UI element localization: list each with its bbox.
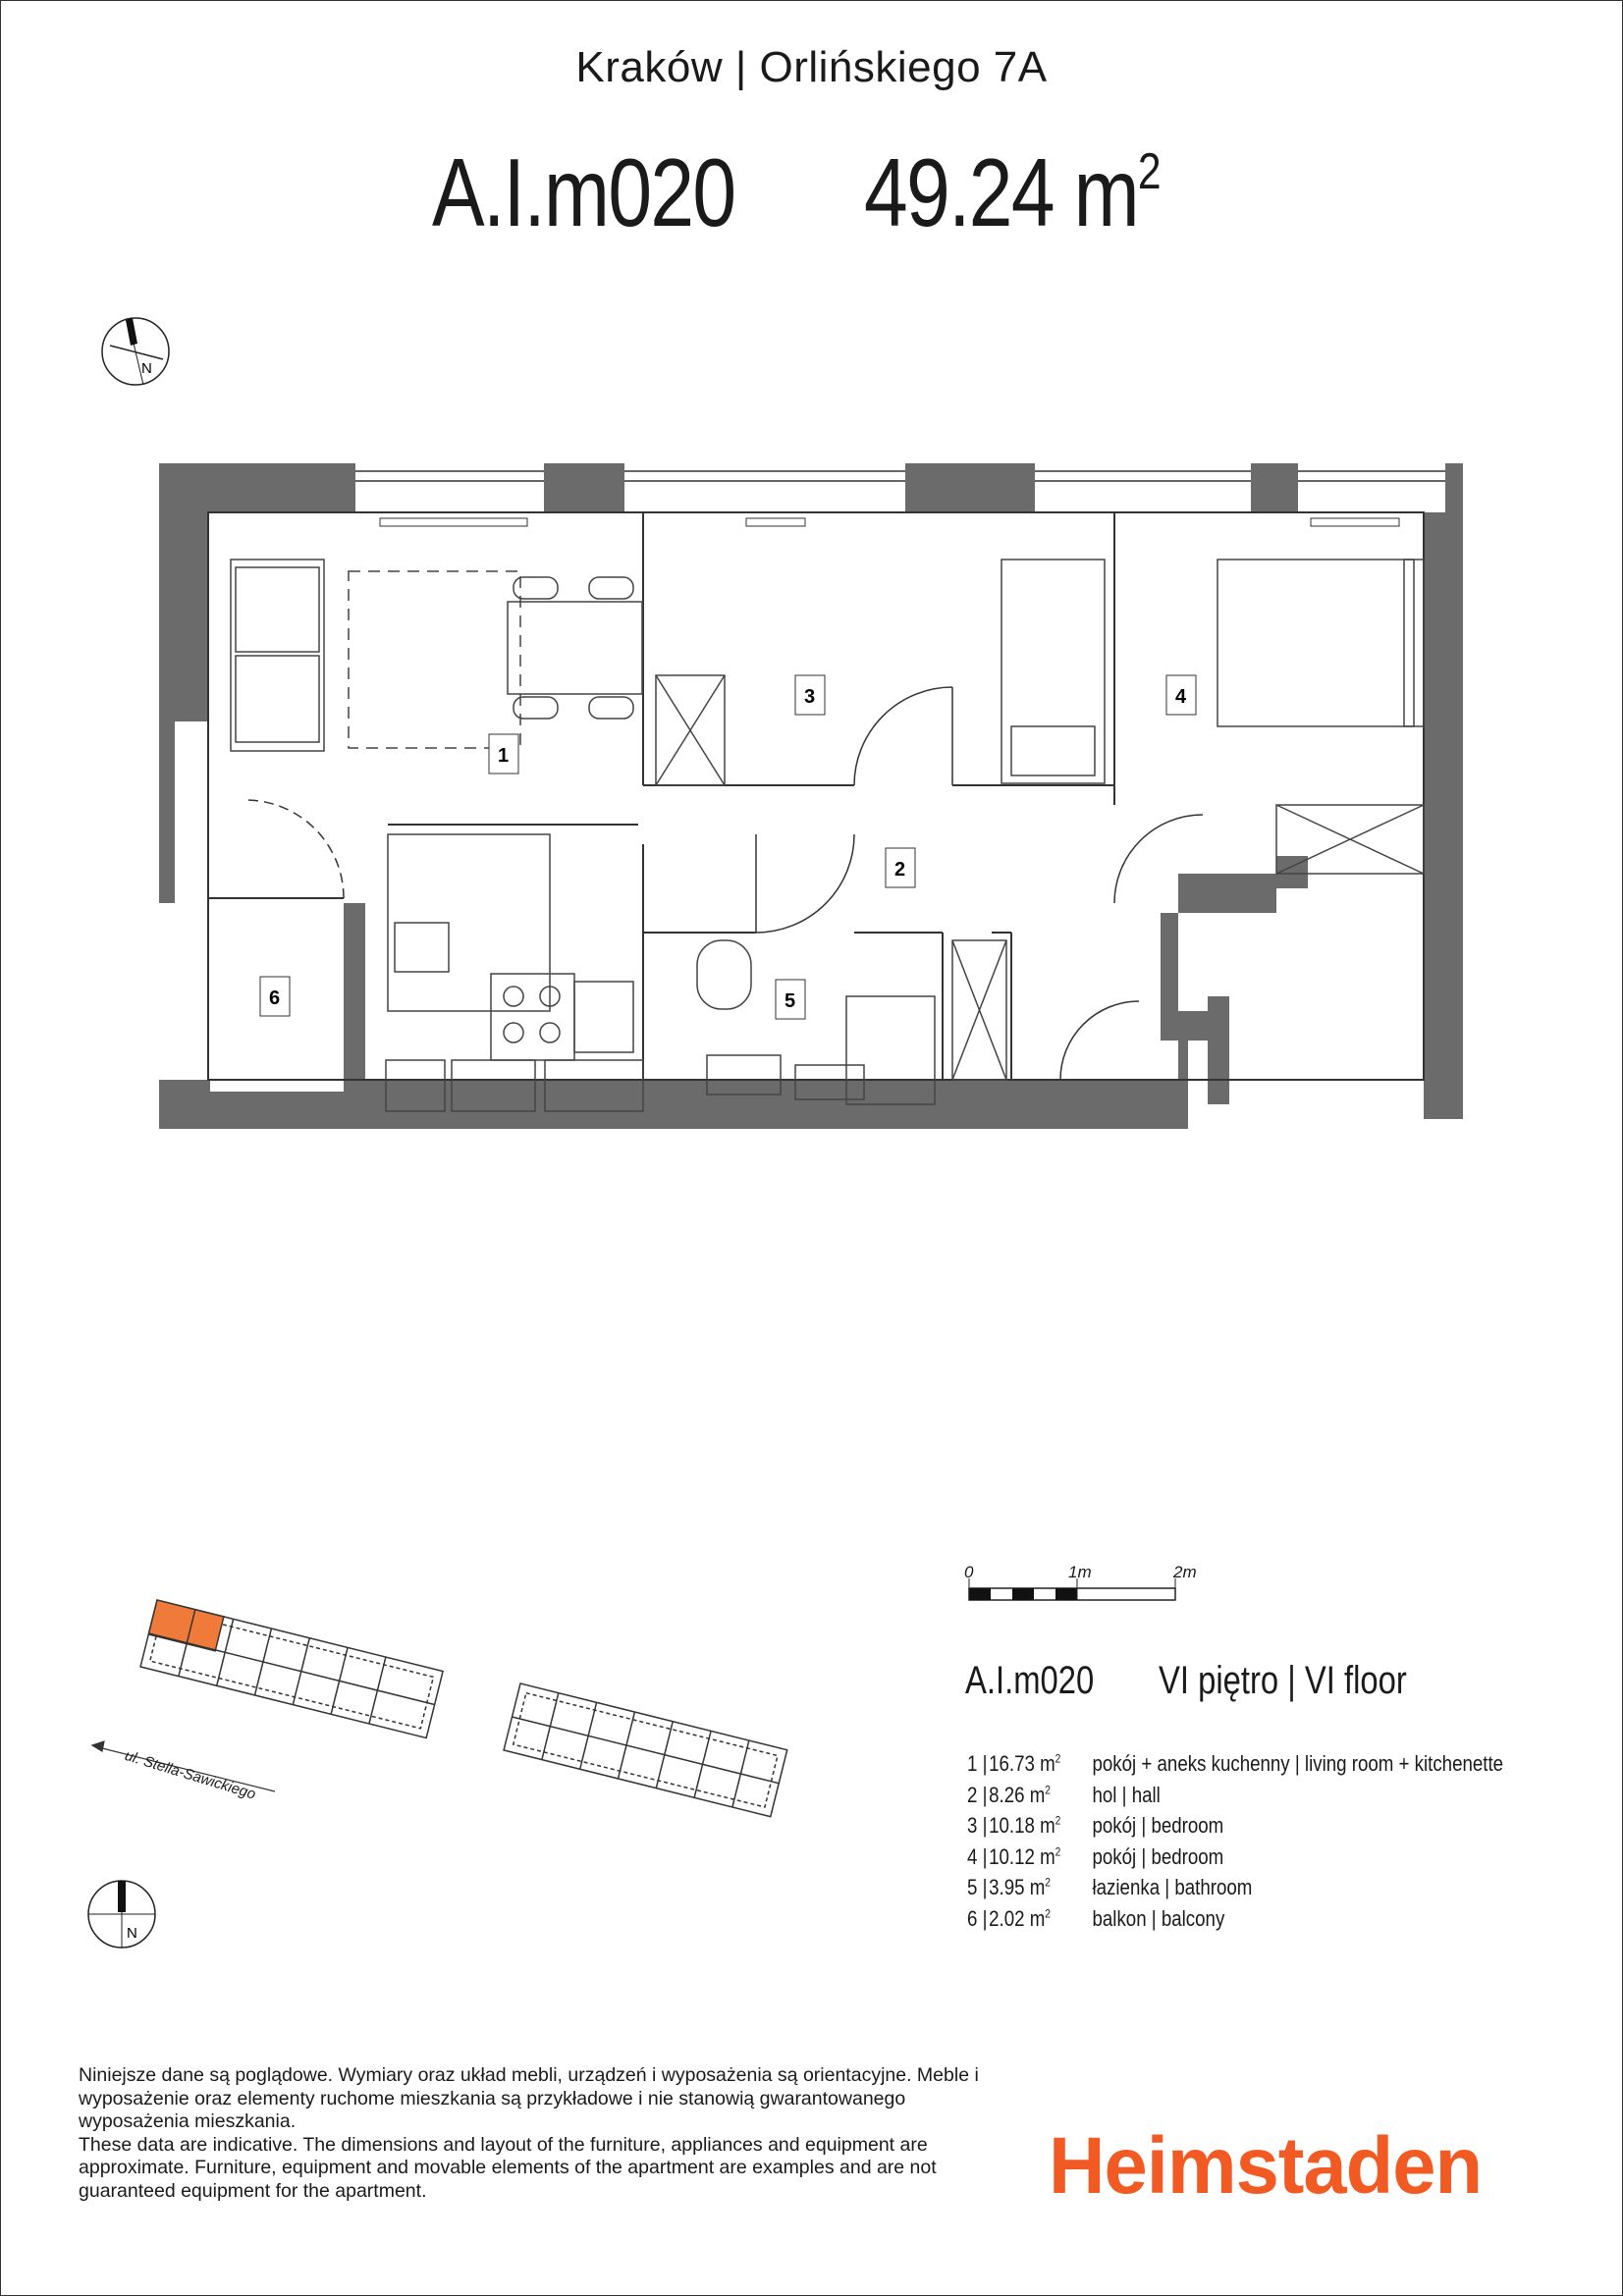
room-area: 10.12 $m^2$ — [989, 1843, 1061, 1869]
room-num: 6 | — [967, 1905, 988, 1931]
room-area: 16.73 $m^2$ — [989, 1751, 1061, 1776]
room-label-1: 1 — [498, 745, 510, 767]
walls — [159, 463, 1463, 1158]
unit-area — [864, 137, 1160, 248]
room-label-3: 3 — [804, 686, 816, 708]
disclaimer-en: These data are indicative. The dimensions and layout of the furniture, appliances and equipment are approximate. Furniture, equipment and movable elements of the apartment are examples and are not guaranteed equipment for the apartment. — [79, 2133, 937, 2202]
room-area: 3.95 $m^2$ — [989, 1875, 1051, 1899]
room-num: 3 | — [967, 1813, 988, 1838]
room-name: hol | hall — [1092, 1782, 1161, 1807]
room-name: balkon | balcony — [1092, 1905, 1225, 1931]
room-table — [967, 1751, 1503, 1937]
compass-bottom-icon — [82, 1875, 161, 1953]
unit-code: A.I.m020 — [432, 138, 735, 246]
scale-label-2m: 2m — [1173, 1563, 1197, 1581]
brand-logo: Heimstaden — [1049, 2121, 1483, 2211]
room-label-5: 5 — [784, 990, 796, 1012]
room-label-2: 2 — [894, 859, 906, 881]
room-label-6: 6 — [269, 988, 281, 1009]
room-row — [967, 1751, 1503, 1783]
room-area: 8.26 $m^2$ — [989, 1782, 1051, 1807]
disclaimer — [79, 2064, 1021, 2203]
room-num: 4 | — [967, 1843, 988, 1869]
room-area: 10.18 $m^2$ — [989, 1813, 1061, 1838]
site-plan — [79, 1580, 825, 1904]
room-name: pokój | bedroom — [1092, 1813, 1224, 1838]
compass-top-label: N — [141, 360, 152, 377]
room-num: 2 | — [967, 1782, 988, 1807]
unit-area-value: 49.24 m — [864, 138, 1138, 246]
floor-unit-code: A.I.m020 — [965, 1659, 1095, 1702]
room-row — [967, 1783, 1503, 1814]
furniture — [231, 560, 1424, 1111]
room-row — [967, 1906, 1503, 1938]
room-num: 1 | — [967, 1751, 988, 1776]
room-area: 2.02 $m^2$ — [989, 1905, 1051, 1931]
room-name: pokój + aneks kuchenny | living room + kitchenette — [1092, 1751, 1504, 1776]
room-row — [967, 1875, 1503, 1906]
room-name: pokój | bedroom — [1092, 1843, 1224, 1869]
interior-walls — [208, 512, 1424, 1080]
compass-top-icon — [96, 312, 175, 391]
room-row — [967, 1844, 1503, 1876]
compass-bottom-label: N — [127, 1925, 137, 1942]
scale-label-0: 0 — [964, 1563, 974, 1581]
scale-label-1m: 1m — [1068, 1563, 1092, 1581]
disclaimer-pl: Niniejsze dane są poglądowe. Wymiary oraz układ mebli, urządzeń i wyposażenia są orientacyjne. Meble i wyposażenie oraz elementy ruchome mieszkania są przykładowe i nie stanowią gwarantowanego wyposażenia mieszkania. — [79, 2064, 979, 2132]
radiators — [380, 518, 1399, 526]
room-num: 5 | — [967, 1875, 988, 1899]
room-name: łazienka | bathroom — [1092, 1875, 1253, 1899]
room-row — [967, 1813, 1503, 1844]
street-label: ul. Stella-Sawickiego — [123, 1747, 258, 1803]
floor-name: VI piętro | VI floor — [1159, 1659, 1407, 1702]
room-label-4: 4 — [1175, 686, 1187, 708]
floor-plan — [147, 452, 1473, 1158]
unit-area-sup: 2 — [1137, 143, 1160, 200]
location-title: Kraków | Orlińskiego 7A — [575, 43, 1048, 91]
